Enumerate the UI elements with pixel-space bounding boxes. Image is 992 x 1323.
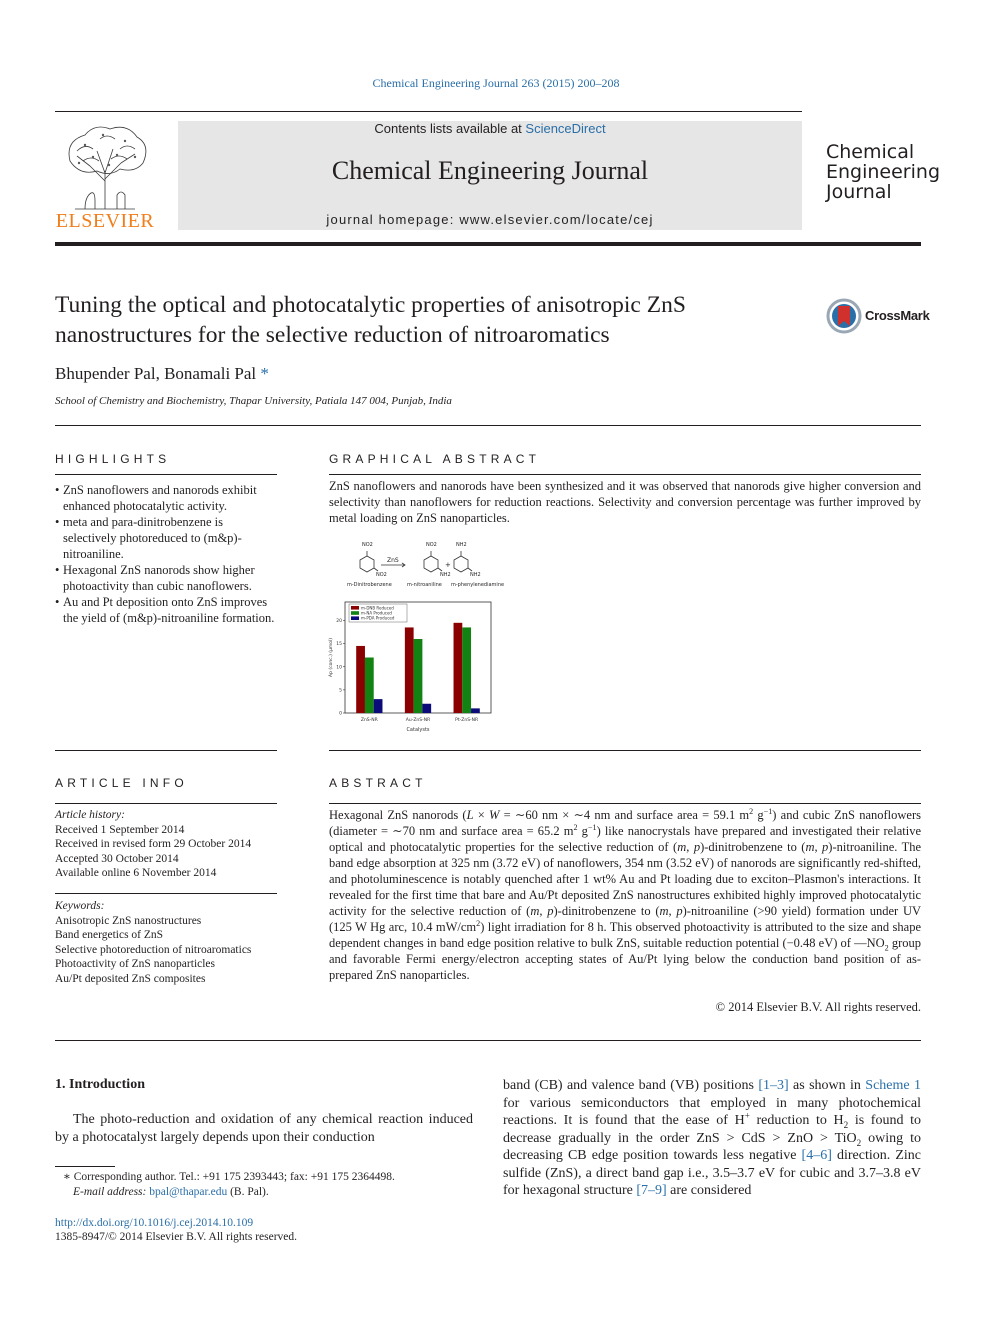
article-info-heading: ARTICLE INFO [55, 776, 188, 790]
introduction-heading: 1. Introduction [55, 1077, 145, 1092]
crossmark-label: CrossMark [865, 308, 930, 323]
title-separator [55, 425, 921, 426]
email-label: E-mail address: [73, 1186, 150, 1198]
graphical-abstract-heading: GRAPHICAL ABSTRACT [329, 452, 541, 466]
journal-logo-line: Engineering [826, 161, 940, 183]
footnote-email [63, 1185, 473, 1200]
abstract-rule [329, 803, 921, 804]
introduction-paragraph-left: The photo-reduction and oxidation of any chemical reaction induced by a photocatalyst largely depends upon their conduction [55, 1112, 473, 1145]
sciencedirect-link[interactable]: ScienceDirect [525, 121, 606, 136]
keyword: Au/Pt deposited ZnS composites [55, 972, 206, 985]
history-label: Article history: [55, 809, 125, 821]
doi-link[interactable]: http://dx.doi.org/10.1016/j.cej.2014.10.109 [55, 1217, 254, 1229]
corresponding-author-mark[interactable]: * [260, 364, 269, 383]
scheme-group-label: NH2 [440, 572, 451, 578]
legend-swatch [351, 616, 359, 620]
homepage-prefix: journal homepage: [326, 212, 460, 227]
journal-title: Chemical Engineering Journal [331, 156, 649, 185]
introduction-paragraph-right: band (CB) and valence band (VB) positions [1–3] as shown in Scheme 1 for various semiconductors that employed in many photochemical reactions. It is found that the ease of H+ reduction to $H_2$ is found to decrease gradually in the order ZnS > CdS > ZnO > TiO$_2$ owing to decreasing CB edge position towards less negative [4–6] direction. Zinc sulfide (ZnS), a direct band gap i.e., 3.5–3.7 eV for cubic and 3.7–3.8 eV for hexagonal structure [7–9] are considered [503, 1078, 922, 1198]
footnote-rule [55, 1166, 115, 1167]
legend-swatch [351, 611, 359, 615]
keyword: Anisotropic ZnS nanostructures [55, 914, 202, 927]
abstract-copyright: © 2014 Elsevier B.V. All rights reserved. [715, 1000, 921, 1014]
scheme-group-label: NH2 [456, 542, 467, 548]
benzene-ring-reactant [360, 556, 374, 572]
highlights-list [55, 482, 277, 626]
bar [374, 699, 383, 713]
journal-logo-line: Journal [826, 181, 892, 203]
highlights-rule [55, 474, 277, 475]
journal-reference[interactable]: Chemical Engineering Journal 263 (2015) 200–208 [372, 76, 620, 90]
y-tick-label: 10 [336, 665, 342, 671]
scheme-plus: + [445, 561, 451, 569]
x-axis-label: Catalysts [406, 727, 430, 733]
article-info-rule [55, 803, 277, 804]
bar [356, 646, 365, 713]
graphical-abstract-text: ZnS nanoflowers and nanorods have been synthesized and it was observed that nanorods give higher conversion and selectivity than nanoflowers for reduction reactions. Selectivity and conversion percentage was further improved by metal loading on ZnS nanoparticles. [329, 479, 921, 525]
citation-link[interactable]: [1–3] [758, 1078, 789, 1093]
issn-line: 1385-8947/© 2014 Elsevier B.V. All rights reserved. [55, 1231, 298, 1243]
crossmark-badge[interactable] [826, 298, 930, 334]
scheme-group-label: NH2 [470, 572, 481, 578]
abstract-heading: ABSTRACT [329, 776, 427, 790]
crossmark-icon [826, 298, 862, 334]
scheme-group-label: NO2 [426, 542, 437, 548]
x-tick-label: Au-ZnS-NR [405, 718, 431, 723]
scheme-link[interactable]: Scheme 1 [865, 1078, 921, 1093]
keywords-label: Keywords: [55, 900, 105, 912]
abstract-text: Hexagonal ZnS nanorods (L × W = ∼60 nm × ∼4 nm and surface area = 59.1 $m^2$ $g^{-1}$) and cubic ZnS nanoflowers (diameter = ∼70 nm and surface area = 65.2 $m^2$ $g^{-1}$) like nanocrystals have prepared and investigated their relative optical and photocatalytic properties for the selective reduction of (m, p)-dinitrobenzene to (m, p)-nitroaniline. The band edge absorption at 325 nm (3.72 eV) of nanoflowers, 354 nm (3.52 eV) of nanorods are significantly red-shifted, and photoluminescence is notably quenched after 1 wt% Au and Pt loading due to exciton–Plasmon's interactions. It revealed for the first time that bare and Au/Pt deposited ZnS nanostructures exhibited highly improved photocatalytic activity for the selective reduction of (m, p)-dinitrobenzene to (m, p)-nitroaniline (>90 yield) formation under UV (125 W Hg arc, 10.4 $mW/cm^2$) light irradiation for 8 h. This observed photoactivity is attributed to the size and shape dependent changes in band edge position relative to bulk ZnS, suitable reduction potential (−0.48 eV) of $—NO_2$ group and favorable Fermi energy/electron accepting states of Au/Pt lying below the conduction band position of as-prepared ZnS nanoparticles. [329, 806, 922, 982]
history-entry: Received 1 September 2014 [55, 823, 185, 836]
legend-label: m-PDA Produced [361, 615, 395, 621]
benzene-ring-product1 [424, 556, 438, 572]
contents-line [178, 121, 802, 136]
keywords-block [55, 899, 277, 986]
journal-cover-logo [826, 142, 940, 202]
footnote-contact [63, 1170, 473, 1185]
footnote-star: ∗ [63, 1171, 74, 1183]
highlight-item: • Hexagonal ZnS nanorods show higher photoactivity than cubic nanoflowers. [55, 562, 277, 594]
keyword: Selective photoreduction of nitroaromatics [55, 943, 252, 956]
bar-chart [327, 598, 497, 743]
bar [454, 623, 463, 713]
bar [471, 708, 480, 713]
keyword: Photoactivity of ZnS nanoparticles [55, 958, 216, 970]
elsevier-wordmark: ELSEVIER [55, 210, 155, 232]
bar [422, 704, 431, 713]
contents-prefix: Contents lists available at [374, 121, 526, 136]
elsevier-tree-logo [55, 121, 155, 211]
x-tick-label: Pt-ZnS-NR [455, 718, 479, 723]
highlights-bottom-rule [55, 750, 277, 751]
scheme-product-label: m-nitroaniline [407, 582, 442, 588]
graphical-abstract-chart [327, 598, 497, 743]
journal-homepage [178, 212, 802, 227]
scheme-catalyst: ZnS [387, 557, 399, 564]
keyword: Band energetics of ZnS [55, 929, 164, 941]
bar [365, 658, 374, 714]
scheme-group-label: NO2 [376, 572, 387, 578]
highlight-item: • meta and para-dinitrobenzene is selectively photoreduced to (m&p)-nitroaniline. [55, 514, 277, 562]
affiliation: School of Chemistry and Biochemistry, Thapar University, Patiala 147 004, Punjab, India [55, 395, 452, 407]
history-entry: Received in revised form 29 October 2014 [55, 838, 252, 850]
scheme-reactant-label: m-Dinitrobenzene [347, 582, 392, 588]
benzene-ring-product2 [454, 556, 468, 572]
bar [405, 627, 414, 713]
history-entry: Accepted 30 October 2014 [55, 852, 179, 865]
graphical-abstract-rule [329, 474, 921, 475]
y-axis-label: Ap (conc.) (μmol) [329, 637, 334, 678]
y-tick-label: 15 [336, 642, 342, 648]
journal-logo-line: Chemical [826, 141, 915, 163]
reaction-scheme [345, 544, 505, 590]
footnote-contact-text: Corresponding author. Tel.: +91 175 2393443; fax: +91 175 2364498. [73, 1171, 395, 1183]
email-link[interactable]: bpal@thapar.edu [149, 1186, 228, 1198]
scheme-product-label: m-phenylenediamine [451, 582, 505, 588]
y-tick-label: 5 [339, 688, 342, 694]
keywords-rule [55, 893, 277, 894]
y-tick-label: 0 [339, 711, 342, 717]
homepage-url[interactable]: www.elsevier.com/locate/cej [459, 212, 654, 227]
history-entry: Available online 6 November 2014 [55, 867, 217, 879]
article-title: Tuning the optical and photocatalytic properties of anisotropic ZnS nanostructures for the selective reduction of nitroaromatics [55, 292, 686, 348]
citation-link[interactable]: [7–9] [636, 1183, 667, 1198]
bar [414, 639, 423, 713]
legend-swatch [351, 606, 359, 610]
header-thick-rule [55, 242, 921, 246]
highlight-item: • Au and Pt deposition onto ZnS improves the yield of (m&p)-nitroaniline formation. [55, 594, 277, 626]
article-history [55, 808, 277, 881]
body-separator [55, 1040, 921, 1041]
highlight-item: • ZnS nanoflowers and nanorods exhibit enhanced photocatalytic activity. [55, 482, 277, 514]
header-rule [55, 111, 802, 112]
legend-label: m-DNB Reduced [361, 605, 394, 611]
bar [462, 627, 471, 713]
scheme-group-label: NO2 [362, 542, 373, 548]
citation-link[interactable]: [4–6] [801, 1148, 832, 1163]
author-list [55, 364, 269, 384]
email-suffix: (B. Pal). [227, 1186, 269, 1198]
graphical-abstract-bottom-rule [329, 750, 921, 751]
corresponding-footnote [63, 1170, 473, 1200]
highlights-heading: HIGHLIGHTS [55, 452, 171, 466]
author-names: Bhupender Pal, Bonamali Pal [55, 364, 257, 383]
y-tick-label: 20 [336, 619, 342, 624]
x-tick-label: ZnS-NR [360, 718, 378, 723]
legend-label: m-NA Produced [361, 610, 392, 616]
